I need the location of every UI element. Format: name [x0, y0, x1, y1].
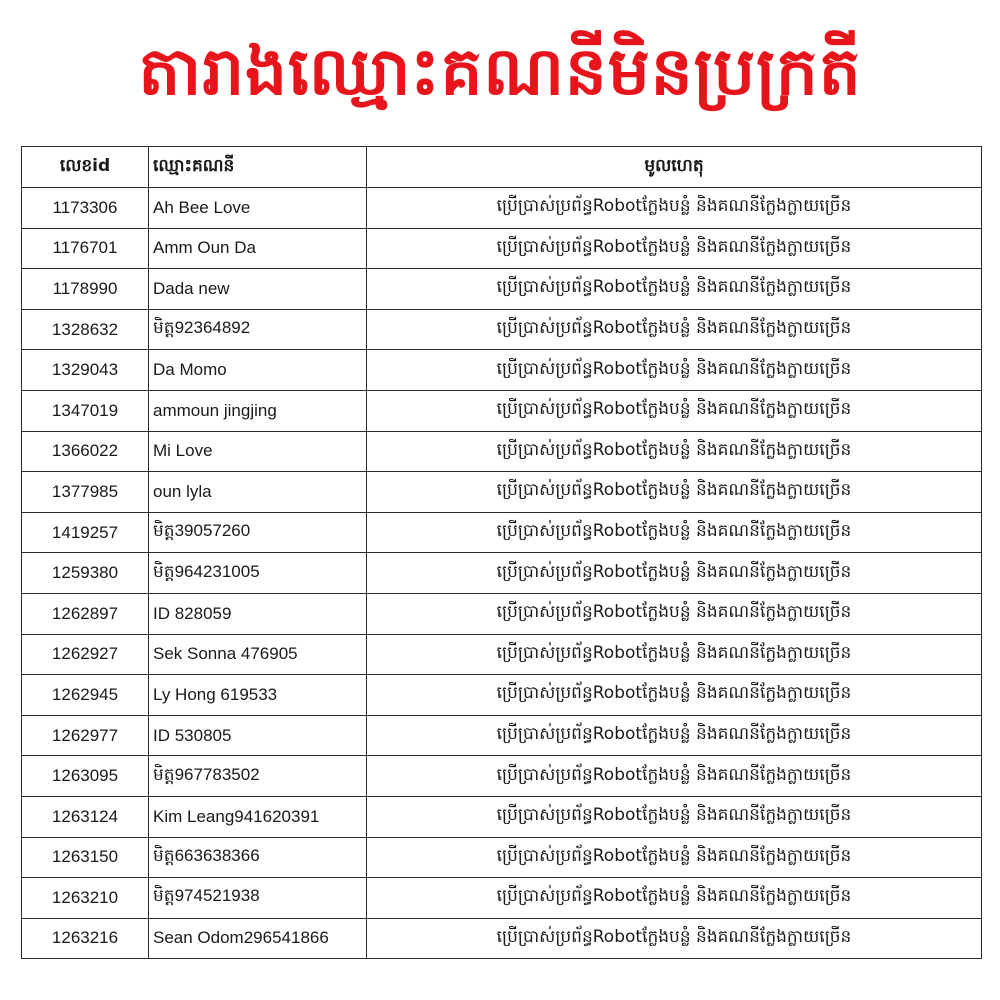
cell-id: 1173306 [22, 188, 149, 229]
cell-id: 1263095 [22, 756, 149, 797]
cell-reason: ប្រើប្រាស់ប្រព័ន្ធRobotក្លែងបន្លំ និងគណនីក្លែងក្លាយច្រើន [367, 512, 982, 553]
cell-reason: ប្រើប្រាស់ប្រព័ន្ធRobotក្លែងបន្លំ និងគណនីក្លែងក្លាយច្រើន [367, 350, 982, 391]
table-row [22, 756, 982, 797]
cell-account-name: Da Momo [149, 350, 367, 391]
table-row [22, 472, 982, 513]
cell-reason: ប្រើប្រាស់ប្រព័ន្ធRobotក្លែងបន្លំ និងគណនីក្លែងក្លាយច្រើន [367, 188, 982, 229]
cell-reason: ប្រើប្រាស់ប្រព័ន្ធRobotក្លែងបន្លំ និងគណនីក្លែងក្លាយច្រើន [367, 918, 982, 959]
cell-id: 1347019 [22, 390, 149, 431]
cell-account-name: Sek Sonna 476905 [149, 634, 367, 675]
cell-account-name: Amm Oun Da [149, 228, 367, 269]
cell-account-name: Dada new [149, 269, 367, 310]
cell-id: 1263216 [22, 918, 149, 959]
column-header-account-name: ឈ្មោះគណនី [149, 147, 367, 188]
table-row [22, 593, 982, 634]
cell-account-name: Ah Bee Love [149, 188, 367, 229]
cell-id: 1329043 [22, 350, 149, 391]
cell-account-name: ammoun jingjing [149, 390, 367, 431]
cell-account-name: ID 530805 [149, 715, 367, 756]
cell-id: 1262897 [22, 593, 149, 634]
cell-reason: ប្រើប្រាស់ប្រព័ន្ធRobotក្លែងបន្លំ និងគណនីក្លែងក្លាយច្រើន [367, 228, 982, 269]
cell-id: 1263210 [22, 878, 149, 919]
cell-reason: ប្រើប្រាស់ប្រព័ន្ធRobotក្លែងបន្លំ និងគណនីក្លែងក្លាយច្រើន [367, 472, 982, 513]
cell-id: 1366022 [22, 431, 149, 472]
cell-reason: ប្រើប្រាស់ប្រព័ន្ធRobotក្លែងបន្លំ និងគណនីក្លែងក្លាយច្រើន [367, 675, 982, 716]
table-row [22, 350, 982, 391]
accounts-table [21, 146, 982, 959]
table-row [22, 553, 982, 594]
cell-reason: ប្រើប្រាស់ប្រព័ន្ធRobotក្លែងបន្លំ និងគណនីក្លែងក្លាយច្រើន [367, 837, 982, 878]
table-row [22, 431, 982, 472]
cell-account-name: មិត្ត974521938 [149, 878, 367, 919]
cell-account-name: Ly Hong 619533 [149, 675, 367, 716]
table-row [22, 188, 982, 229]
cell-reason: ប្រើប្រាស់ប្រព័ន្ធRobotក្លែងបន្លំ និងគណនីក្លែងក្លាយច្រើន [367, 309, 982, 350]
cell-account-name: មិត្ត39057260 [149, 512, 367, 553]
cell-id: 1262927 [22, 634, 149, 675]
table-row [22, 918, 982, 959]
cell-reason: ប្រើប្រាស់ប្រព័ន្ធRobotក្លែងបន្លំ និងគណនីក្លែងក្លាយច្រើន [367, 431, 982, 472]
cell-reason: ប្រើប្រាស់ប្រព័ន្ធRobotក្លែងបន្លំ និងគណនីក្លែងក្លាយច្រើន [367, 634, 982, 675]
cell-id: 1328632 [22, 309, 149, 350]
cell-id: 1178990 [22, 269, 149, 310]
cell-id: 1263124 [22, 796, 149, 837]
cell-reason: ប្រើប្រាស់ប្រព័ន្ធRobotក្លែងបន្លំ និងគណនីក្លែងក្លាយច្រើន [367, 553, 982, 594]
cell-account-name: ID 828059 [149, 593, 367, 634]
table-row [22, 675, 982, 716]
table-row [22, 796, 982, 837]
cell-id: 1419257 [22, 512, 149, 553]
cell-account-name: Mi Love [149, 431, 367, 472]
table-row [22, 715, 982, 756]
table-row [22, 228, 982, 269]
cell-id: 1263150 [22, 837, 149, 878]
table-row [22, 878, 982, 919]
cell-reason: ប្រើប្រាស់ប្រព័ន្ធRobotក្លែងបន្លំ និងគណនីក្លែងក្លាយច្រើន [367, 269, 982, 310]
column-header-id: លេខid [22, 147, 149, 188]
cell-reason: ប្រើប្រាស់ប្រព័ន្ធRobotក្លែងបន្លំ និងគណនីក្លែងក្លាយច្រើន [367, 593, 982, 634]
cell-id: 1377985 [22, 472, 149, 513]
column-header-reason: មូលហេតុ [367, 147, 982, 188]
cell-reason: ប្រើប្រាស់ប្រព័ន្ធRobotក្លែងបន្លំ និងគណនីក្លែងក្លាយច្រើន [367, 756, 982, 797]
table-row [22, 634, 982, 675]
table-header-row [22, 147, 982, 188]
cell-account-name: oun lyla [149, 472, 367, 513]
cell-account-name: Kim Leang941620391 [149, 796, 367, 837]
table-row [22, 512, 982, 553]
cell-reason: ប្រើប្រាស់ប្រព័ន្ធRobotក្លែងបន្លំ និងគណនីក្លែងក្លាយច្រើន [367, 878, 982, 919]
cell-id: 1259380 [22, 553, 149, 594]
cell-account-name: មិត្ត967783502 [149, 756, 367, 797]
page-title: តារាងឈ្មោះគណនីមិនប្រក្រតី [138, 33, 862, 110]
cell-account-name: មិត្ត964231005 [149, 553, 367, 594]
cell-reason: ប្រើប្រាស់ប្រព័ន្ធRobotក្លែងបន្លំ និងគណនីក្លែងក្លាយច្រើន [367, 715, 982, 756]
cell-id: 1176701 [22, 228, 149, 269]
cell-account-name: មិត្ត663638366 [149, 837, 367, 878]
cell-id: 1262945 [22, 675, 149, 716]
cell-account-name: មិត្ត92364892 [149, 309, 367, 350]
cell-id: 1262977 [22, 715, 149, 756]
table-row [22, 837, 982, 878]
cell-reason: ប្រើប្រាស់ប្រព័ន្ធRobotក្លែងបន្លំ និងគណនីក្លែងក្លាយច្រើន [367, 390, 982, 431]
cell-account-name: Sean Odom296541866 [149, 918, 367, 959]
table-row [22, 309, 982, 350]
cell-reason: ប្រើប្រាស់ប្រព័ន្ធRobotក្លែងបន្លំ និងគណនីក្លែងក្លាយច្រើន [367, 796, 982, 837]
table-row [22, 390, 982, 431]
table-row [22, 269, 982, 310]
